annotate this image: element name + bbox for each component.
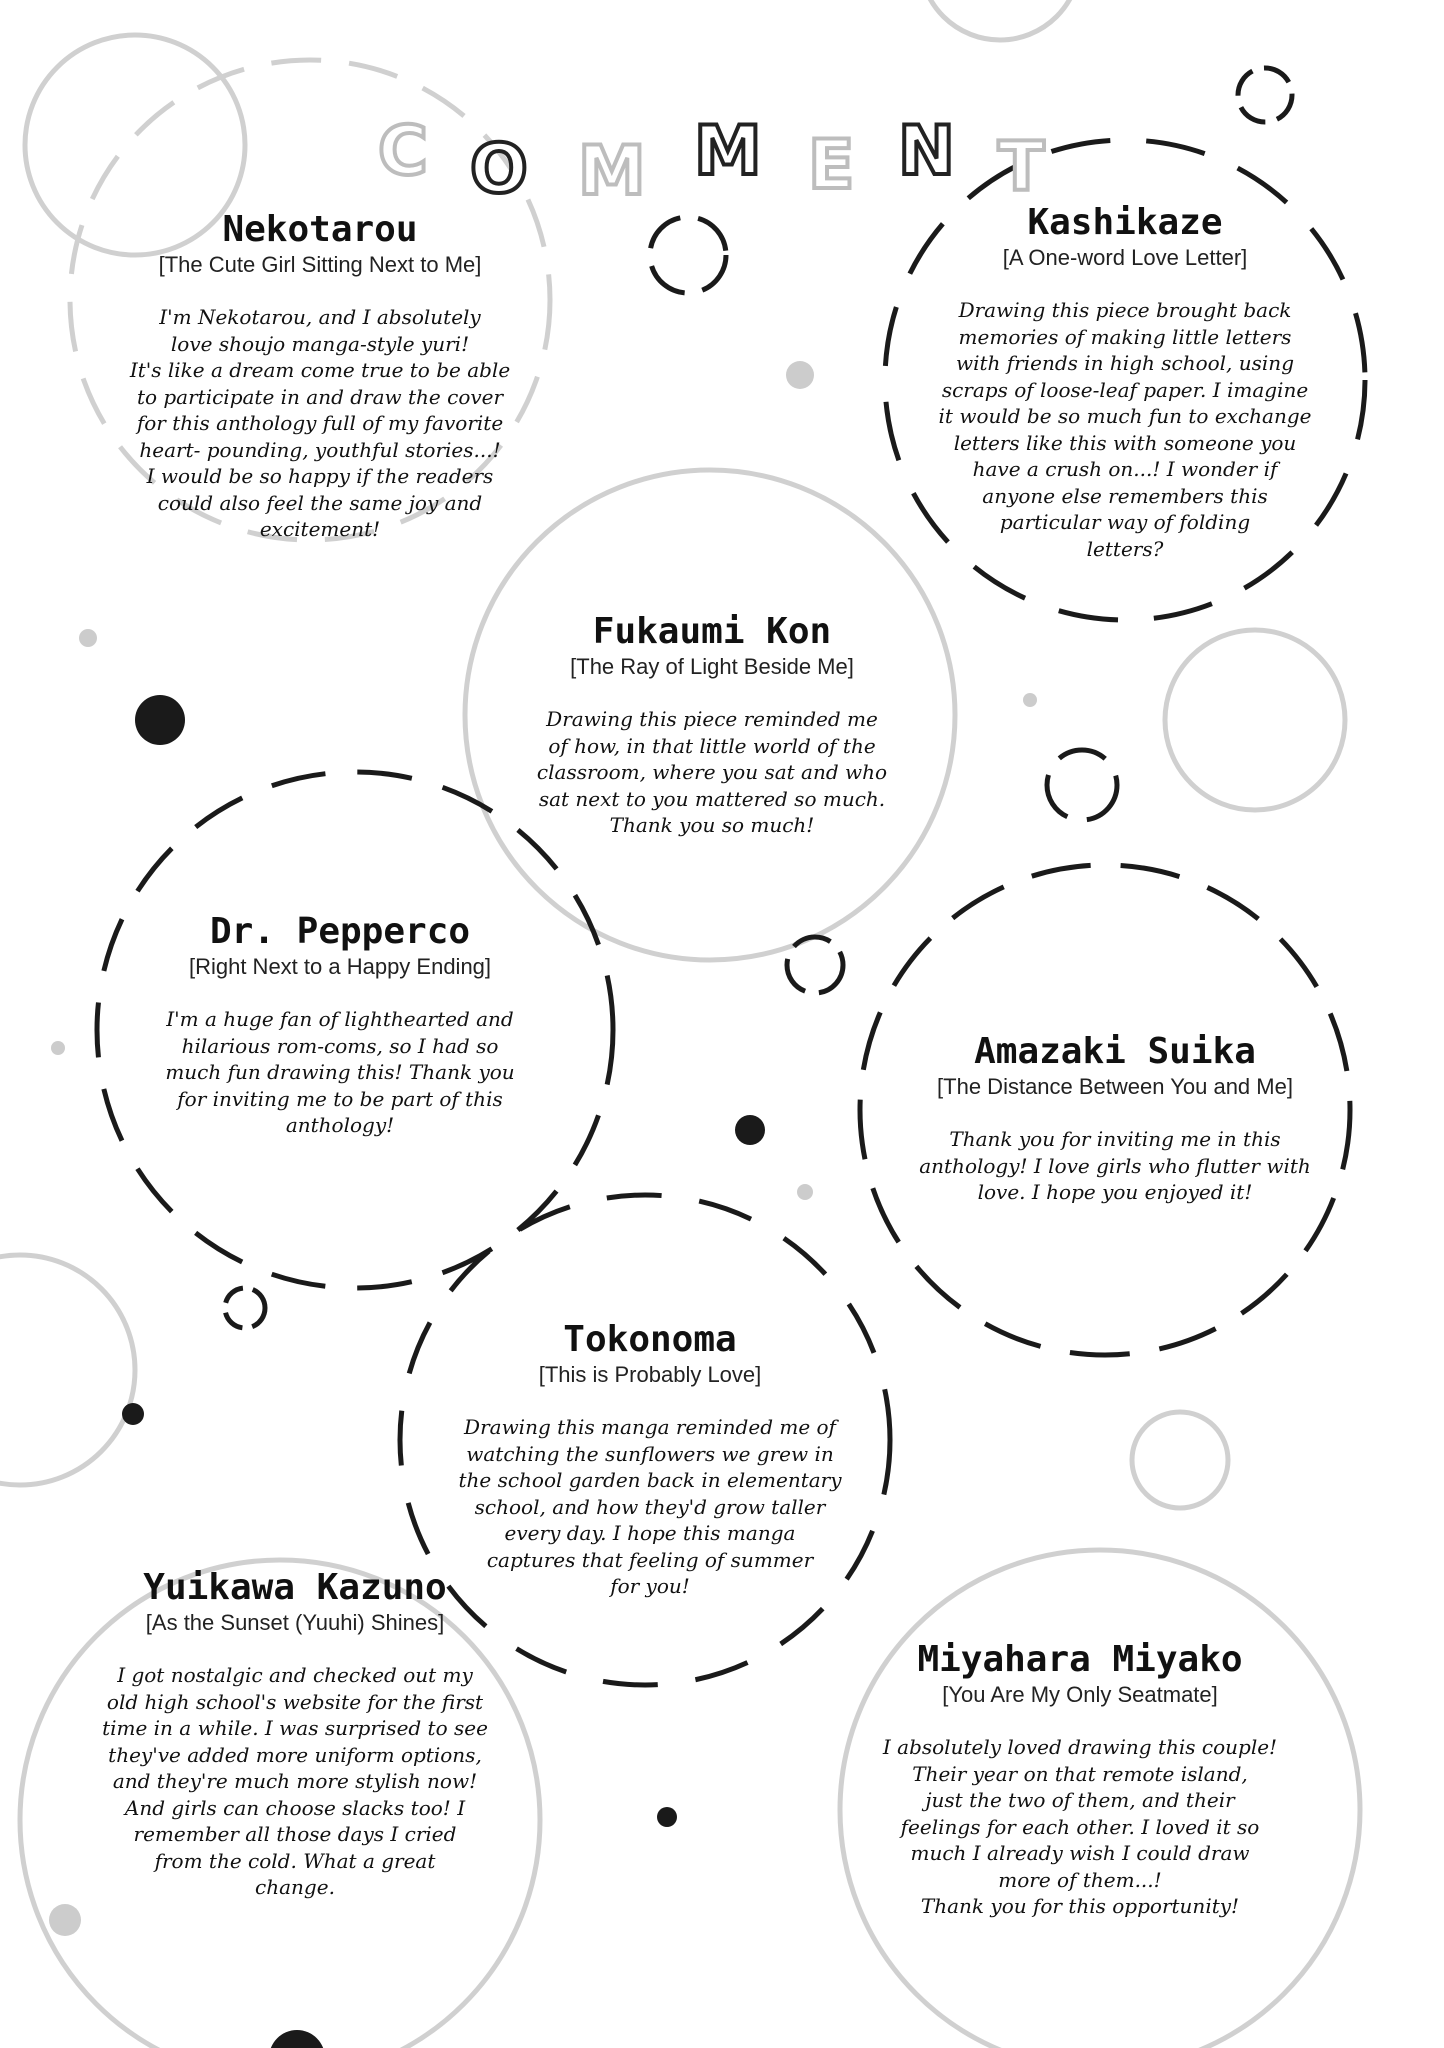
comment-dr-pepperco [110, 912, 570, 1139]
bg-dot [269, 2030, 325, 2048]
work-title: [You Are My Only Seatmate] [942, 1682, 1218, 1707]
work-title: [The Distance Between You and Me] [937, 1074, 1293, 1099]
comment-fukaumi-kon [482, 612, 942, 839]
bg-dot [735, 1115, 765, 1145]
comment-text: I'm a huge fan of lighthearted and hilarious rom-coms, so I had so much fun drawing this! Thank you for inviting me to be part of this anthology! [165, 1007, 515, 1137]
artist-name: Dr. Pepperco [209, 911, 471, 952]
bg-dot [657, 1807, 677, 1827]
comment-miyahara-miyako [850, 1640, 1310, 1920]
artist-name: Amazaki Suika [974, 1031, 1256, 1072]
artist-name: Yuikawa Kazuno [143, 1567, 447, 1608]
artist-name: Kashikaze [1027, 202, 1223, 243]
bg-circle [1165, 630, 1345, 810]
dashed-ring [787, 937, 843, 993]
work-title: [The Cute Girl Sitting Next to Me] [158, 252, 482, 277]
title-letter: E [808, 126, 855, 205]
title-letter: M [578, 132, 646, 211]
comment-text: Drawing this manga reminded me of watching the sunflowers we grew in the school garden back in elementary school, and how they'd grow taller every day. I hope this manga captures that feeling of summer for you! [458, 1415, 842, 1598]
artist-name: Fukaumi Kon [592, 611, 832, 652]
comment-nekotarou [90, 210, 550, 543]
title-letter: N [898, 112, 955, 191]
comment-text: Drawing this piece reminded me of how, in that little world of the classroom, where you sat and who sat next to you mattered so much. Thank you so much! [536, 707, 888, 837]
bg-dot [51, 1041, 65, 1055]
comment-tokonoma [420, 1320, 880, 1600]
work-title: [As the Sunset (Yuuhi) Shines] [145, 1610, 445, 1635]
comment-yuikawa-kazuno [65, 1568, 525, 1901]
work-title: [Right Next to a Happy Ending] [188, 954, 492, 979]
artist-name: Miyahara Miyako [917, 1639, 1243, 1680]
artist-name: Tokonoma [563, 1319, 737, 1360]
title-letter: M [694, 112, 762, 191]
comment-text: I got nostalgic and checked out my old high school's website for the first time in a while. I was surprised to see they've added more uniform options, and they're much more stylish now! And girls can choose slacks too! I remember all those days I cried from the cold. What a great change. [102, 1663, 488, 1899]
bg-dot [135, 695, 185, 745]
comment-text: I absolutely loved drawing this couple! Their year on that remote island, just the two of them, and their feelings for each other. I loved it so much I already wish I could draw more of them...! Thank you for this opportunity! [882, 1735, 1278, 1918]
bg-dot [786, 361, 814, 389]
artist-name: Nekotarou [222, 209, 418, 250]
bg-dot [79, 629, 97, 647]
work-title: [This is Probably Love] [538, 1362, 762, 1387]
bg-dot [1023, 693, 1037, 707]
bg-dot [49, 1904, 81, 1936]
work-title: [A One-word Love Letter] [1002, 245, 1248, 270]
bg-dot [122, 1403, 144, 1425]
dashed-ring [1047, 750, 1117, 820]
comment-text: Drawing this piece brought back memories of making little letters with friends in high school, using scraps of loose-leaf paper. I imagine it would be so much fun to exchange letters like this with someone you have a crush on...! I wonder if anyone else remembers this particular way of folding letters? [938, 298, 1312, 561]
title-letter: C [378, 112, 428, 191]
title-letter: O [470, 130, 528, 209]
dashed-ring [225, 1288, 265, 1328]
comment-kashikaze [895, 203, 1355, 562]
bg-circle [1132, 1412, 1228, 1508]
work-title: [The Ray of Light Beside Me] [570, 654, 854, 679]
title-letter: T [998, 128, 1045, 207]
comment-text: I'm Nekotarou, and I absolutely love shoujo manga-style yuri! It's like a dream come true to be able to participate in and draw the cover for this anthology full of my favorite heart- pounding, youthful stories...! I would be so happy if the readers could also feel the same joy and excitement! [129, 305, 511, 541]
comment-text: Thank you for inviting me in this anthology! I love girls who flutter with love. I hope you enjoyed it! [919, 1127, 1311, 1204]
bg-dot [797, 1184, 813, 1200]
bg-circle [0, 1255, 135, 1485]
comment-amazaki-suika [885, 1032, 1345, 1206]
